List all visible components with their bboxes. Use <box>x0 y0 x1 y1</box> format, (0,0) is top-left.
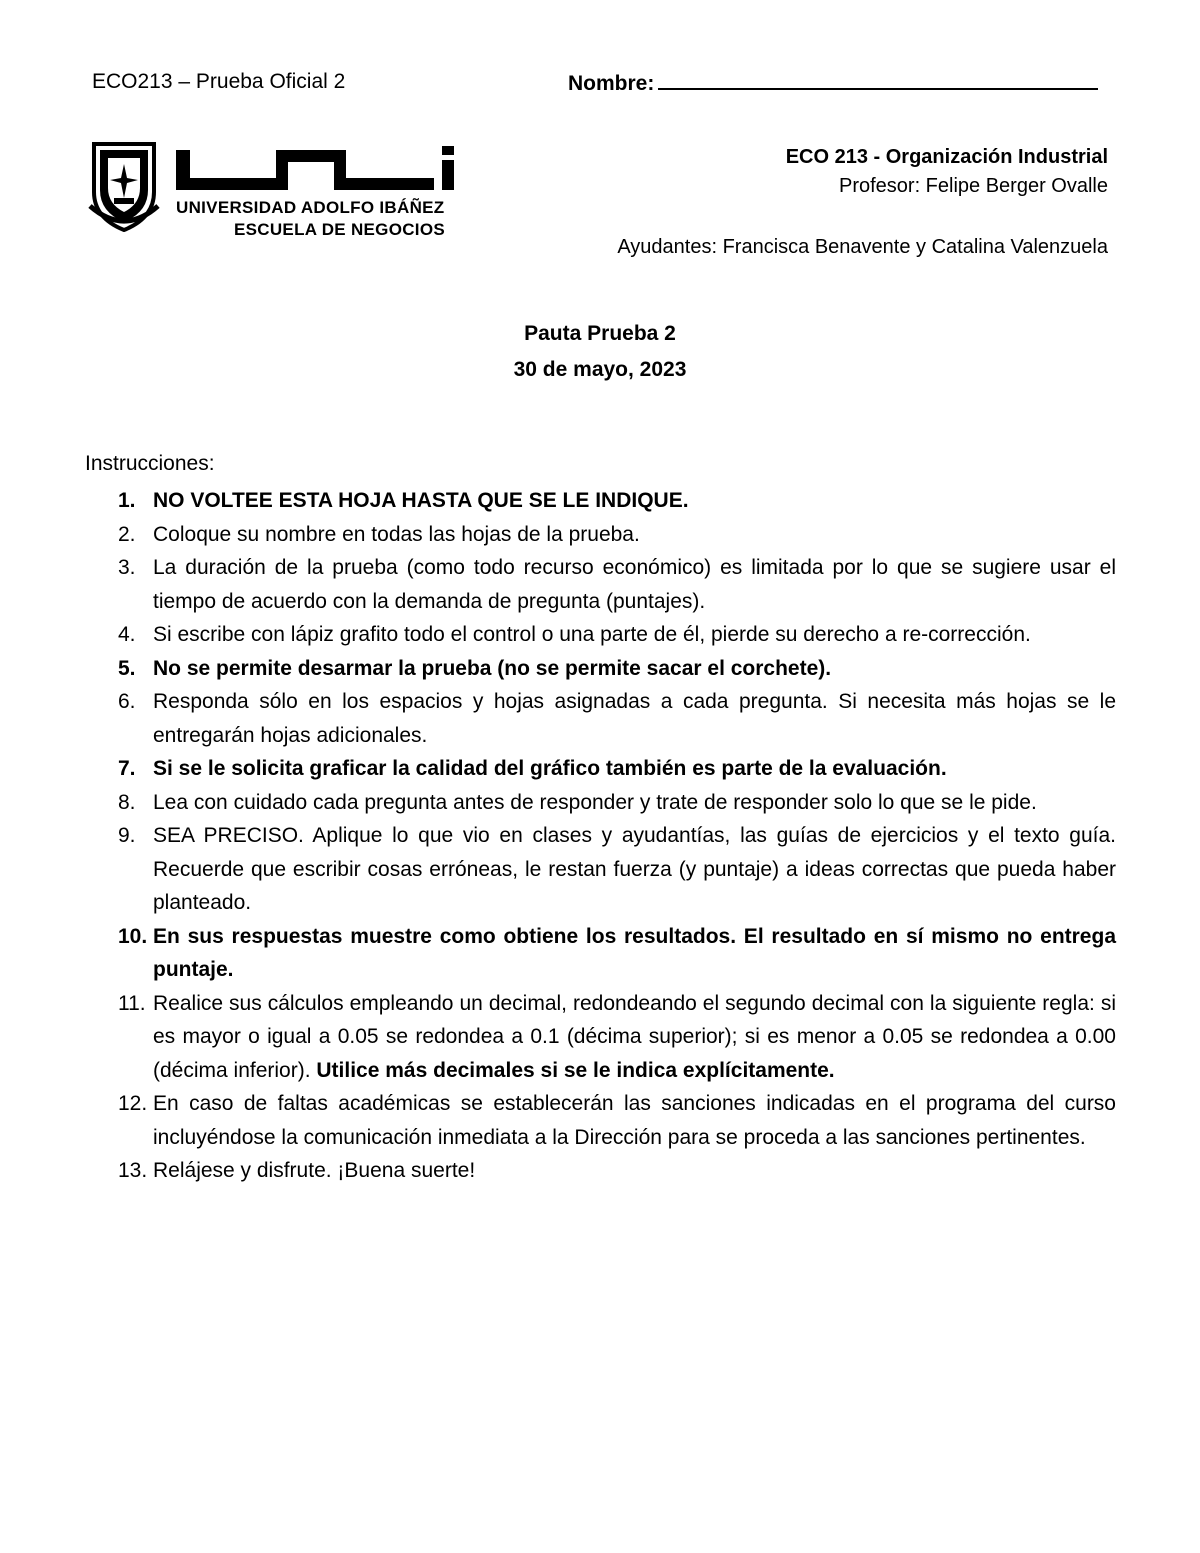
instruction-text-bold: No se permite desarmar la prueba (no se permite sacar el corchete). <box>153 656 832 680</box>
instruction-item <box>118 685 1116 752</box>
instruction-item <box>118 786 1116 820</box>
instruction-text-bold: Si se le solicita graficar la calidad del gráfico también es parte de la evaluación. <box>153 757 947 780</box>
university-name: UNIVERSIDAD ADOLFO IBÁÑEZ <box>176 198 445 217</box>
instruction-number: 3. <box>118 556 136 579</box>
instructions-label: Instrucciones: <box>85 452 215 475</box>
instruction-item <box>118 752 1116 786</box>
instruction-item <box>118 618 1116 652</box>
instruction-number: 7. <box>118 757 136 780</box>
instruction-item <box>118 652 1116 686</box>
name-blank-line <box>658 70 1098 90</box>
instruction-number: 4. <box>118 623 136 646</box>
instruction-number: 2. <box>118 522 136 546</box>
instruction-text: Realice sus cálculos empleando un decimal, redondeando el segundo decimal con la siguiente regla: si es mayor o igual a 0.05 se redondea a 0.1 (décima superior); si es menor a 0.05 se redondea a 0.00 (décima inferior). <box>153 991 1116 1082</box>
instruction-number: 13. <box>118 1159 148 1182</box>
name-field <box>568 70 1098 96</box>
instruction-text: La duración de la prueba (como todo recurso económico) es limitada por lo que se sugiere usar el tiempo de acuerdo con la demanda de pregunta (puntajes). <box>153 556 1116 613</box>
instruction-number: 8. <box>118 790 136 814</box>
course-code-header: ECO213 – Prueba Oficial 2 <box>92 70 346 93</box>
instruction-text-bold: NO VOLTEE ESTA HOJA HASTA QUE SE LE INDIQUE. <box>153 489 689 512</box>
instruction-text: Si escribe con lápiz grafito todo el control o una parte de él, pierde su derecho a re-corrección. <box>153 623 1031 646</box>
instruction-item <box>118 551 1116 618</box>
instruction-number: 11. <box>118 991 146 1015</box>
instruction-number: 6. <box>118 690 136 713</box>
instruction-number: 1. <box>118 489 136 512</box>
professor-name: Profesor: Felipe Berger Ovalle <box>838 175 1108 197</box>
instruction-text: Relájese y disfrute. ¡Buena suerte! <box>153 1159 476 1182</box>
assistants: Ayudantes: Francisca Benavente y Catalina Valenzuela <box>617 236 1108 258</box>
name-label: Nombre: <box>568 72 655 95</box>
exam-title: Pauta Prueba 2 <box>524 322 676 345</box>
instruction-number: 12. <box>118 1092 148 1115</box>
university-crest-icon <box>88 140 160 232</box>
instruction-item <box>118 819 1116 920</box>
instruction-text-bold: En sus respuestas muestre como obtiene los resultados. El resultado en sí mismo no entrega puntaje. <box>153 924 1116 981</box>
uai-wordmark-icon <box>176 146 456 194</box>
instruction-text: SEA PRECISO. Aplique lo que vio en clases y ayudantías, las guías de ejercicios y el texto guía. Recuerde que escribir cosas erróneas, le restan fuerza (y puntaje) a ideas correctas que pueda haber planteado. <box>153 824 1116 914</box>
university-logo <box>88 140 468 240</box>
instruction-item <box>118 518 1116 552</box>
instruction-item <box>118 920 1116 987</box>
instruction-item <box>118 1154 1116 1188</box>
instruction-number: 5. <box>118 656 136 680</box>
course-title: ECO 213 - Organización Industrial <box>785 146 1108 168</box>
instruction-number: 10. <box>118 924 148 948</box>
instruction-number: 9. <box>118 824 136 847</box>
instruction-item <box>118 484 1116 518</box>
instructions-list <box>118 484 1116 1188</box>
instruction-text-bold: Utilice más decimales si se le indica explícitamente. <box>316 1058 835 1082</box>
school-name: ESCUELA DE NEGOCIOS <box>234 220 445 239</box>
instruction-item <box>118 1087 1116 1154</box>
course-info <box>786 146 1108 198</box>
instruction-item <box>118 987 1116 1088</box>
instruction-text: Coloque su nombre en todas las hojas de la prueba. <box>153 522 640 546</box>
instruction-text: Lea con cuidado cada pregunta antes de responder y trate de responder solo lo que se le pide. <box>153 790 1037 814</box>
instruction-text: En caso de faltas académicas se establecerán las sanciones indicadas en el programa del curso incluyéndose la comunicación inmediata a la Dirección para se proceda a las sanciones pertinentes. <box>153 1092 1116 1149</box>
instruction-text: Responda sólo en los espacios y hojas asignadas a cada pregunta. Si necesita más hojas se le entregarán hojas adicionales. <box>153 690 1116 747</box>
exam-date: 30 de mayo, 2023 <box>513 358 687 381</box>
